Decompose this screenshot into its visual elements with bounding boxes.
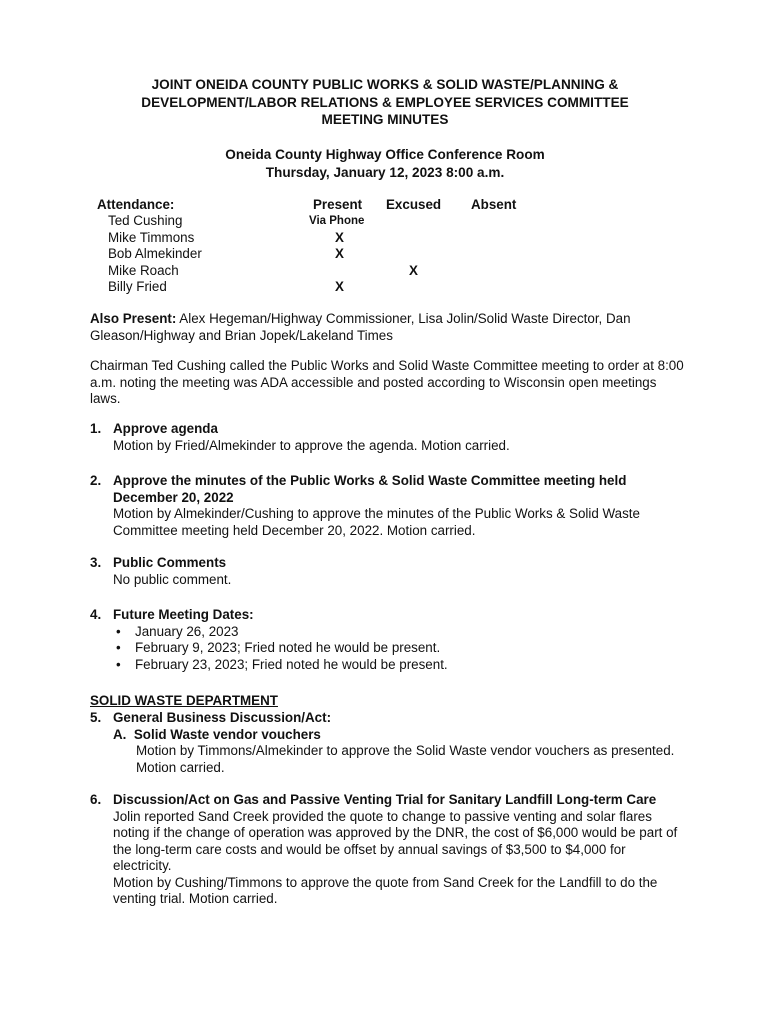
meeting-location: Oneida County Highway Office Conference Room bbox=[225, 147, 545, 162]
item-number: 3. bbox=[90, 555, 102, 570]
also-present-text: Alex Hegeman/Highway Commissioner, Lisa Jolin/Solid Waste Director, Dan Gleason/Highway and Brian Jopek/Lakeland Times bbox=[90, 311, 631, 343]
agenda-item-5 bbox=[90, 710, 686, 776]
item-title: Approve agenda bbox=[113, 421, 218, 436]
item-title: Approve the minutes of the Public Works & Solid Waste Committee meeting held December 20, 2022 bbox=[113, 473, 627, 505]
title-line-1: JOINT ONEIDA COUNTY PUBLIC WORKS & SOLID WASTE/PLANNING & bbox=[151, 77, 619, 92]
item-body: Motion by Fried/Almekinder to approve the agenda. Motion carried. bbox=[113, 437, 510, 453]
sub-item-label: A. bbox=[113, 726, 127, 742]
sub-item-a bbox=[113, 727, 686, 744]
item-body: No public comment. bbox=[113, 571, 232, 587]
title-line-2: DEVELOPMENT/LABOR RELATIONS & EMPLOYEE SERVICES COMMITTEE bbox=[141, 94, 629, 110]
meeting-date: Thursday, January 12, 2023 8:00 a.m. bbox=[265, 164, 505, 180]
item-body: Motion by Almekinder/Cushing to approve the minutes of the Public Works & Solid Waste Committee meeting held December 20, 2022. Motion carried. bbox=[113, 506, 640, 538]
item-title: Discussion/Act on Gas and Passive Venting Trial for Sanitary Landfill Long-term Care bbox=[113, 792, 657, 807]
also-present-label: Also Present: bbox=[90, 311, 177, 326]
item-title: Public Comments bbox=[113, 555, 227, 570]
attendance-mark: X bbox=[335, 279, 344, 294]
meeting-date-item: January 26, 2023 bbox=[135, 623, 239, 639]
meeting-date-item: February 23, 2023; Fried noted he would be present. bbox=[135, 656, 448, 672]
item-title: General Business Discussion/Act: bbox=[113, 710, 332, 725]
item-body: Jolin reported Sand Creek provided the quote to change to passive venting and solar flares noting if the change of operation was approved by the DNR, the cost of $6,000 would be part of the long-term care costs and would be offset by annual savings of $3,500 to $4,000 for electricity. bbox=[113, 808, 678, 873]
attendee-name: Mike Timmons bbox=[108, 230, 195, 245]
attendee-name: Bob Almekinder bbox=[108, 246, 202, 261]
attendance-label: Attendance: bbox=[97, 197, 175, 212]
item-number: 2. bbox=[90, 473, 102, 488]
meeting-date-item: February 9, 2023; Fried noted he would be present. bbox=[135, 640, 441, 655]
agenda-item-3 bbox=[90, 555, 686, 588]
item-number: 5. bbox=[90, 710, 102, 725]
column-excused: Excused bbox=[386, 197, 442, 212]
attendance-mark: X bbox=[335, 230, 344, 245]
attendance-mark: X bbox=[335, 246, 344, 261]
document-title bbox=[90, 76, 680, 129]
title-line-3: MEETING MINUTES bbox=[321, 112, 449, 127]
attendee-name: Billy Fried bbox=[108, 279, 167, 294]
agenda-item-1 bbox=[90, 421, 686, 454]
item-number: 4. bbox=[90, 607, 102, 622]
agenda-item-2 bbox=[90, 473, 686, 539]
attendee-name: Ted Cushing bbox=[108, 213, 183, 228]
bullet-icon: • bbox=[116, 623, 121, 639]
bullet-icon: • bbox=[116, 656, 121, 672]
sub-item-body: Motion by Timmons/Almekinder to approve the Solid Waste vendor vouchers as presented. Motion carried. bbox=[136, 743, 675, 775]
agenda-item-4 bbox=[90, 607, 686, 673]
item-body: Motion by Cushing/Timmons to approve the quote from Sand Creek for the Landfill to do the venting trial. Motion carried. bbox=[113, 874, 658, 906]
attendance-mark: Via Phone bbox=[309, 215, 365, 227]
column-absent: Absent bbox=[471, 197, 517, 212]
opening-paragraph: Chairman Ted Cushing called the Public Works and Solid Waste Committee meeting to order at 8:00 a.m. noting the meeting was ADA accessible and posted according to Wisconsin open meetings laws. bbox=[90, 358, 684, 406]
attendee-name: Mike Roach bbox=[108, 263, 179, 278]
meeting-info bbox=[90, 146, 680, 181]
attendance-mark: X bbox=[409, 263, 418, 278]
item-number: 6. bbox=[90, 792, 102, 807]
list-item bbox=[90, 657, 686, 674]
section-heading: SOLID WASTE DEPARTMENT bbox=[90, 693, 278, 708]
also-present bbox=[90, 311, 686, 344]
bullet-icon: • bbox=[116, 640, 121, 655]
item-number: 1. bbox=[90, 421, 102, 436]
list-item bbox=[90, 640, 686, 657]
column-present: Present bbox=[313, 197, 363, 212]
agenda-item-6 bbox=[90, 792, 686, 908]
sub-item-title: Solid Waste vendor vouchers bbox=[133, 726, 321, 742]
list-item bbox=[90, 624, 686, 641]
item-title: Future Meeting Dates: bbox=[113, 607, 254, 622]
